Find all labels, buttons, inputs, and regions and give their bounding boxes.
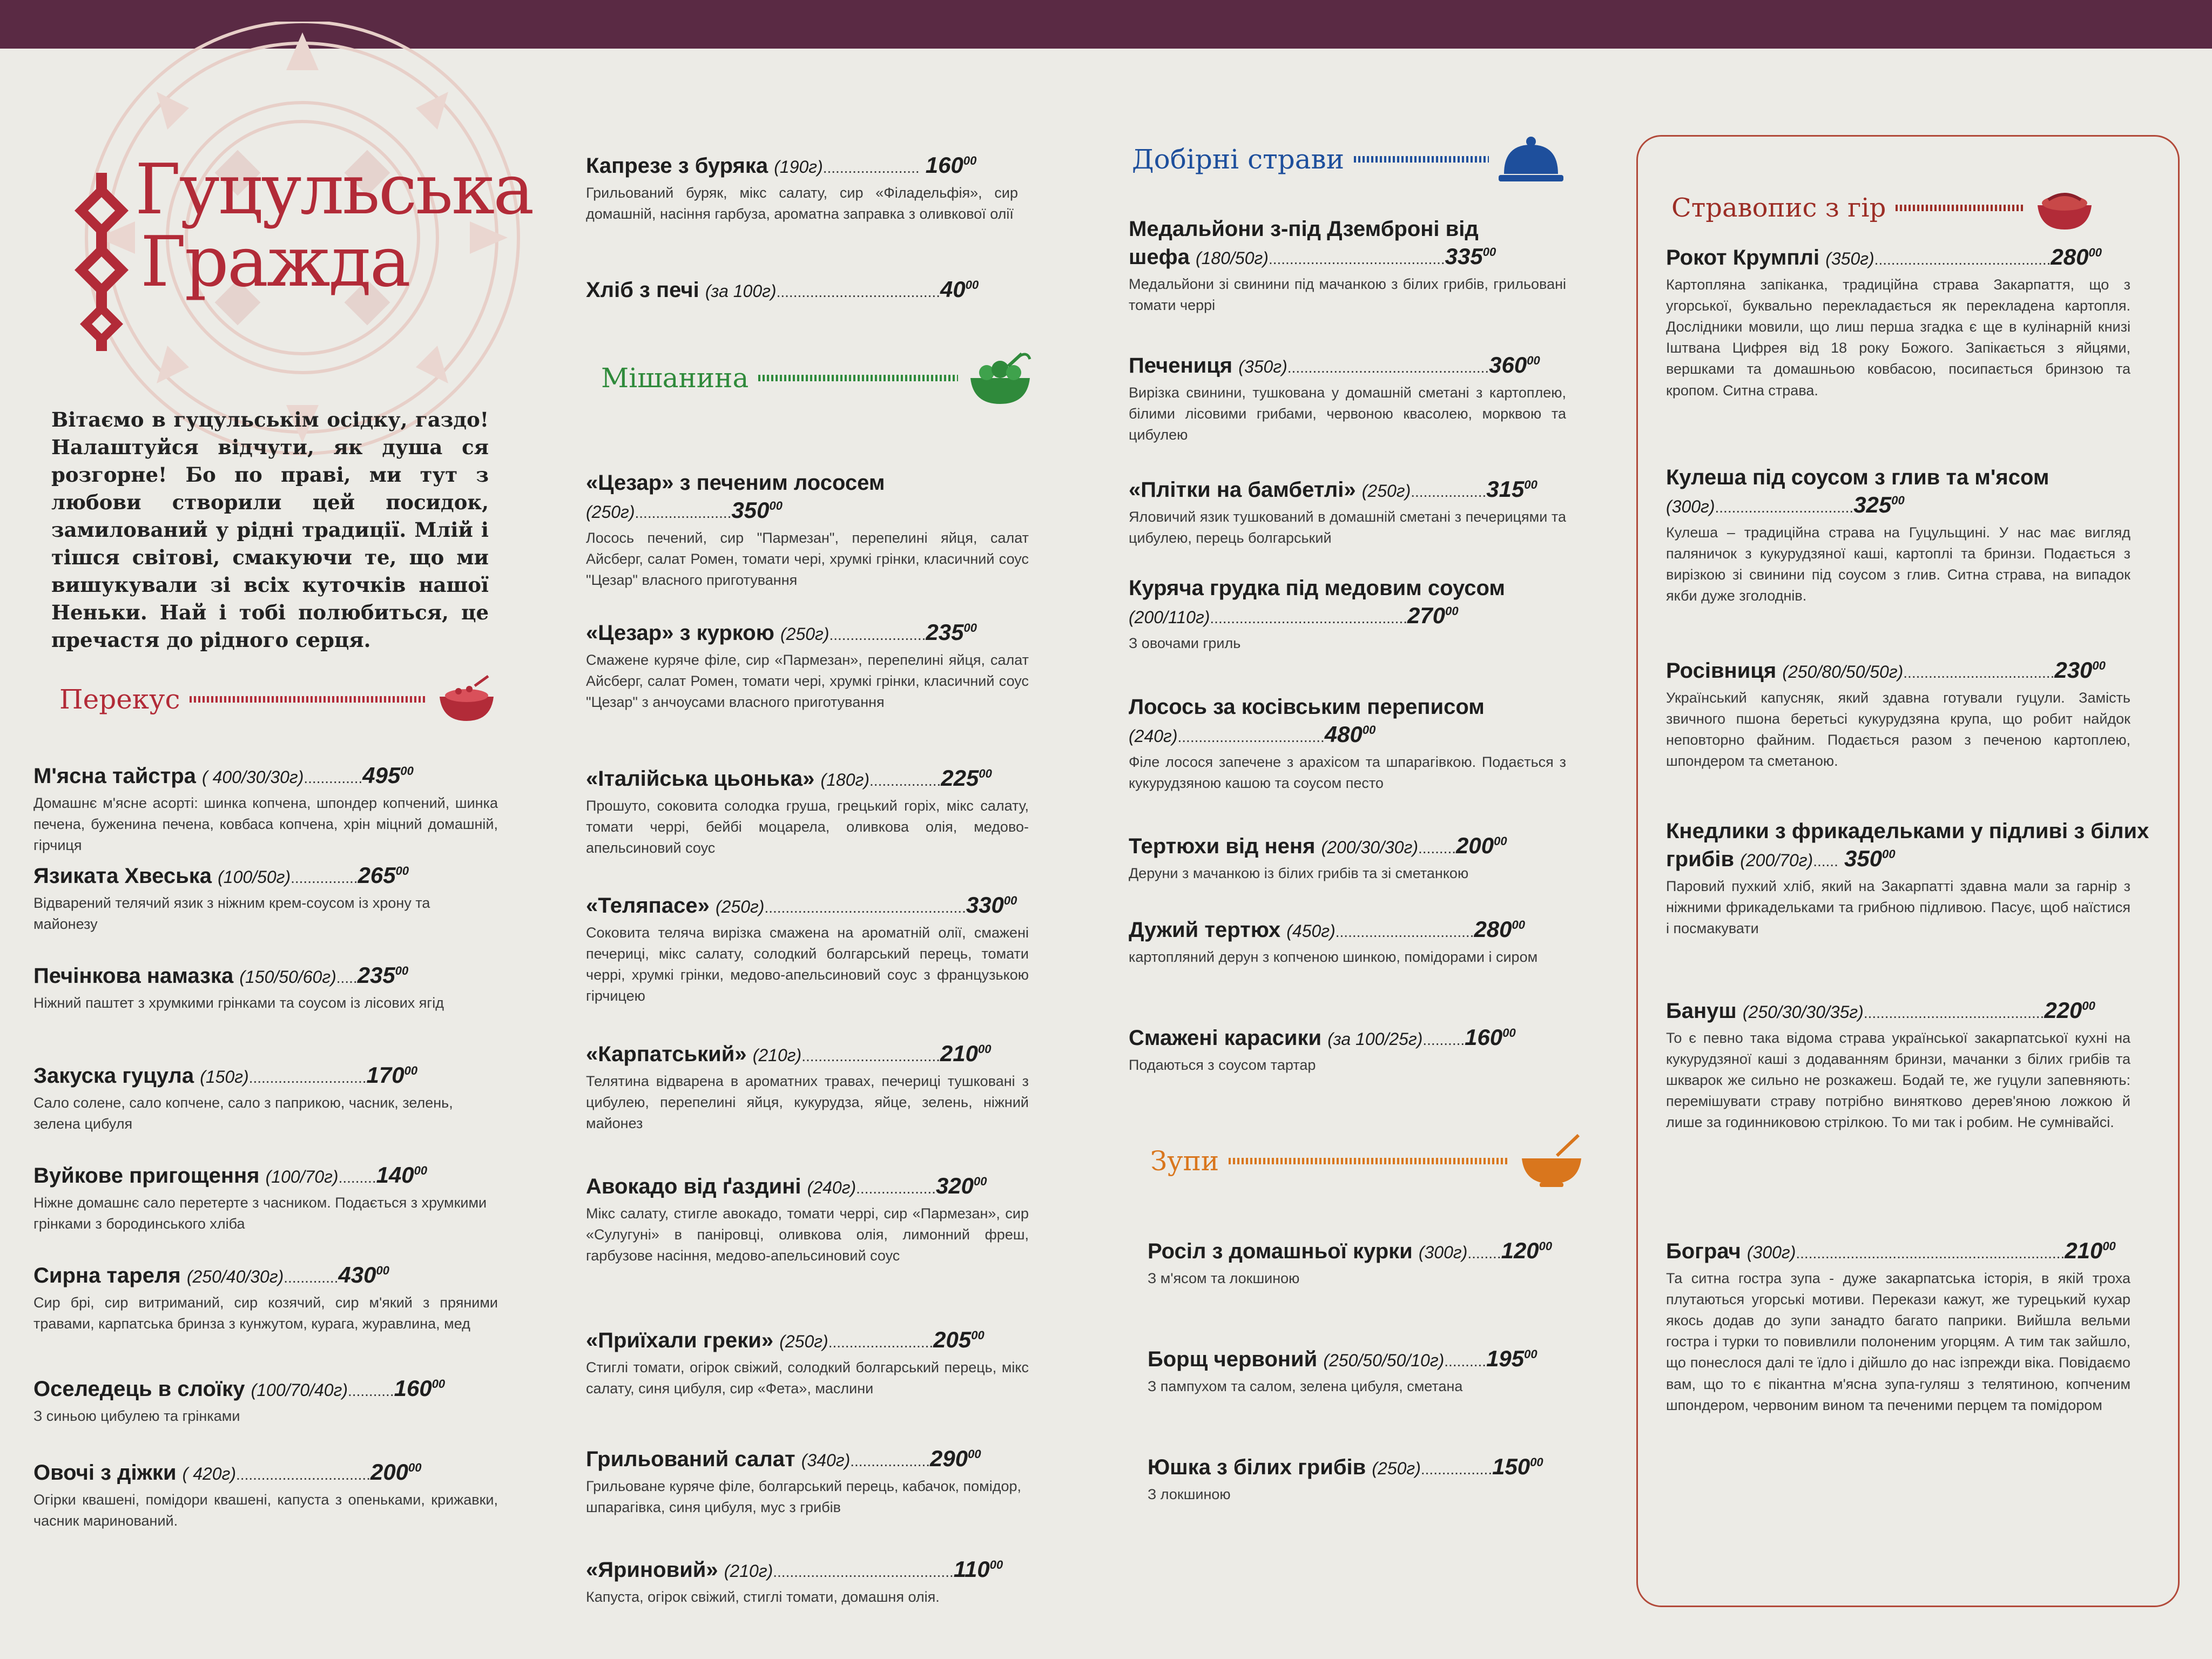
menu-item: Юшка з білих грибів (250г).................150$^{00}$ З локшиною [1148, 1454, 1543, 1502]
menu-item: Кулеша під соусом з глив та м'ясом (300г).................................325$^{00}$ Кулеша – традиційна страва на Гуцульщині. У нас має вигляд паляничок з кукурудзяної каші, картоплі та бринзи. Подається з вирізкою зі свинини під соусом з глив. Ситна страва, на випадок якби дуже зголоднів. [1666, 466, 2130, 604]
menu-item: Медальйони з-під Дземброні від шефа (180/50г)..........................................335$^{00}$ Медальйони зі свинини під мачанкою з білих грибів, грильовані томати черрі [1129, 217, 1566, 313]
section-zupy-header [1150, 1134, 1584, 1188]
soup-icon [1519, 1134, 1584, 1188]
brand-line-1: Гуцульська [135, 150, 533, 230]
section-dobirni-header [1132, 135, 1563, 184]
brand-line-2: Гражда [140, 222, 409, 303]
menu-item: «Цезар» з куркою (250г).......................235$^{00}$ Смажене куряче філе, сир «Пармезан», перепелині яйця, салат Айсберг, салат Ромен, томати чері, хрумкі грінки, класичний соус "Цезар" з анчоусами власного приготування [586, 619, 1029, 711]
section-mishanyna-title: Мішанина [601, 362, 749, 394]
cloche-icon [1499, 135, 1563, 184]
menu-item: «Теляпасе» (250г)................................................330$^{00}$ Соковита теляча вирізка смажена на ароматній олії, смажені печериці, мікс салату, солодкий болгарський перець, томати черрі, хрумкі грінки, медово-апельсиновий соус з французькою гірчицею [586, 892, 1029, 1004]
logo-emblem-icon [69, 173, 134, 351]
menu-item: Смажені карасики (за 100/25г)..........160$^{00}$ Подаються з соусом тартар [1129, 1024, 1516, 1073]
menu-item: М'ясна тайстра ( 400/30/30г)..............495$^{00}$ Домашнє м'ясне асорті: шинка копчена, шпондер копчений, шинка печена, буженина печена, ковбаса копчена, хрін міцний домашній, гірчиця [33, 763, 498, 854]
menu-item: Бограч (300г)................................................................210$^{00}$ Та ситна гостра зупа - дуже закарпатська історія, в якій троха плутаються угорські мотиви. Перекази кажут, же турецький кухар якось додав до зупи занадто багато паприки. Вийшла вельми гостра і турки то повивлили полоненим угорцям. А тим так зайшло, що понеслося далі те їдло і дійшло до нас ізпрежди віка. Повідаємо вам, що то є пікантна м'ясна зупа-гуляш з телятиною, копченим шпондером, червоним вином та печеними перцем та помідором [1666, 1238, 2130, 1413]
section-perekus-title: Перекус [59, 684, 180, 715]
menu-item: «Плітки на бамбетлі» (250г)..................315$^{00}$ Яловичий язик тушкований в домашній сметані з печерицями та цибулею, перець болгарський [1129, 476, 1566, 546]
menu-item: «Карпатський» (210г).................................210$^{00}$ Телятина відварена в ароматних травах, печериці тушковані з цибулею, перепелині яйця, кукурудза, яйце, зелень, ніжний майонез [586, 1041, 1029, 1132]
menu-item: Авокадо від ґаздині (240г)...................320$^{00}$ Мікс салату, стигле авокадо, томати черрі, сир «Пармезан», сир «Сулугуні» в паніровці, оливкова олія, лимонний фреш, гарбузове насіння, медово-апельсиновий соус [586, 1173, 1029, 1264]
menu-item: Тертюхи від неня (200/30/30г).........200$^{00}$ Деруни з мачанкою із білих грибів та зі сметанкою [1129, 833, 1507, 881]
menu-item: «Італійська цьонька» (180г).................225$^{00}$ Прошуто, соковита солодка груша, грецький горіх, мікс салату, томати черрі, бейбі моцарела, оливкова олія, медово- апельсиновий соус [586, 765, 1029, 857]
section-stravopys-title: Стравопис з гір [1671, 193, 1886, 223]
section-perekus-header [59, 675, 496, 724]
section-zupy-title: Зупи [1150, 1145, 1219, 1177]
bowl-icon [2035, 184, 2094, 232]
menu-item: Кнедлики з фрикадельками у підливі з білих грибів (200/70г)...... $350^{00}$ Паровий пухкий хліб, який на Закарпатті здавна мали за гарнір з ніжними фрикадельками та грибною підливою. Пасує, щоб наїстися і посмакувати [1666, 819, 2149, 936]
menu-sheet [0, 49, 2212, 1659]
menu-item: Куряча грудка під медовим соусом (200/110г)...............................................270$^{00}$ З овочами гриль [1129, 576, 1506, 651]
menu-item: Бануш (250/30/30/35г)...........................................220$^{00}$ То є певно така відома страва української закарпатської кухні на кукурудзяної каші з додаванням бринзи, мачанки з білих грибів та шкварок же сильно не розкажеш. Бодай те, же гуцули запевняють: перемішувати страву потрібно винятково дерев'яною ложкою й лише за годинниковою стрілкою. То ми так і робим. Не сумнівайсі. [1666, 997, 2130, 1131]
brand-logo [135, 150, 545, 303]
bowl-icon [437, 675, 496, 724]
menu-item: Оселедець в слоїку (100/70/40г)...........160$^{00}$ З синьою цибулею та грінками [33, 1375, 446, 1424]
menu-item: Борщ червоний (250/50/50/10г)..........195$^{00}$ З пампухом та салом, зелена цибуля, сметана [1148, 1346, 1537, 1394]
menu-item: «Яриновий» (210г)...........................................110$^{00}$ Капуста, огірок свіжий, стиглі томати, домашня олія. [586, 1556, 1003, 1605]
menu-item: Закуска гуцула (150г)............................170$^{00}$ Сало солене, сало копчене, сало з паприкою, часник, зелень, зелена цибуля [33, 1062, 453, 1132]
menu-item: Печениця (350г)................................................360$^{00}$ Вирізка свинини, тушкована у домашній сметані з картоплею, білими лісовими грибами, червоною квасолею, морквою та цибулею [1129, 352, 1566, 443]
menu-item: Печінкова намазка (150/50/60г).....235$^{00}$ Ніжний паштет з хрумкими грінками та соусом із лісових ягід [33, 962, 444, 1011]
menu-item: Дужий тертюх (450г).................................280$^{00}$ картопляний дерун з копченою шинкою, помідорами і сиром [1129, 916, 1538, 965]
menu-item: «Цезар» з печеним лососем (250г).......................350$^{00}$ Лосось печений, сир "Пармезан", перепелині яйця, салат Айсберг, салат Ромен, томати чері, хрумкі грінки, класичний соус "Цезар" власного приготування [586, 471, 1029, 588]
menu-item: Капрезе з буряка (190г)....................... $160^{00}$ Грильований буряк, мікс салату, сир «Філадельфія», сир домашній, насіння гарбуза, ароматна заправка з оливкової олії [586, 152, 1018, 222]
section-mishanyna-header [601, 351, 1033, 405]
menu-item: «Приїхали греки» (250г).........................205$^{00}$ Стиглі томати, огірок свіжий, солодкий болгарський перець, мікс салату, синя цибуля, сир «Фета», маслини [586, 1327, 1029, 1397]
menu-item: Язиката Хвеська (100/50г)................265$^{00}$ Відварений телячий язик з ніжним крем-соусом із хрону та майонезу [33, 862, 430, 932]
menu-item: Росіл з домашньої курки (300г)........120$^{00}$ З м'ясом та локшиною [1148, 1238, 1553, 1286]
menu-item: Росівниця (250/80/50/50г)....................................230$^{00}$ Український капусняк, який здавна готували гуцули. Замість звичного пшона беретьсі кукурудзяна крупа, що робит найдок неповторно файним. Подається разом з печеною картоплею, шпондером та сметаною. [1666, 657, 2130, 770]
menu-item: Лосось за косівським переписом (240г)...................................480$^{00}$ Філе лосося запечене з арахісом та шпарагівкою. Подається з кукурудзяною кашою та соусом песто [1129, 695, 1566, 791]
section-stravopys-header [1671, 184, 2094, 232]
salad-icon [968, 351, 1033, 405]
welcome-text: Вітаємо в гуцульськім осідку, газдо! Налаштуйся відчути, як душа ся розгорне! Бо по праві, ми тут з любови створили цей посидок, замилований у рідні традиції. Млій і тішся світові, смакуючи те, що ми вишукували зі всіх куточків нашої Неньки. Най і тобі полюбиться, це пречастя до рідного серця. [51, 408, 489, 652]
menu-item: Хліб з печі (за 100г).......................................40$^{00}$ [586, 276, 979, 302]
menu-item: Рокот Крумплі (350г)..........................................280$^{00}$ Картопляна запіканка, традиційна страва Закарпаття, що з угорської, буквально перекладається як перекладена картопля. Дослідники мовили, що лиш перша згадка є ще в кулінарній книзі Іштвана Цифрея від 18 року Божого. Запікається з яйцями, вершками та домашньою ковбасою, посипається бринзою та кропом. Ситна страва. [1666, 244, 2130, 399]
section-dobirni-title: Добірні страви [1132, 144, 1345, 175]
menu-item: Сирна тареля (250/40/30г).............430$^{00}$ Сир брі, сир витриманий, сир козячий, сир м'який з пряними травами, карпатська бринза з кунжутом, курага, журавлина, мед [33, 1262, 498, 1332]
menu-item: Овочі з діжки ( 420г)................................200$^{00}$ Огірки квашені, помідори квашені, капуста з опеньками, крижавки, часник маринований. [33, 1459, 498, 1529]
menu-item: Грильований салат (340г)...................290$^{00}$ Грильоване куряче філе, болгарський перець, кабачок, помідор, шпарагівка, синя цибуля, мус з грибів [586, 1446, 1021, 1515]
menu-item: Вуйкове пригощення (100/70г).........140$^{00}$ Ніжне домашнє сало перетерте з часником. Подається з хрумкими грінками з бородинського хліба [33, 1162, 487, 1232]
